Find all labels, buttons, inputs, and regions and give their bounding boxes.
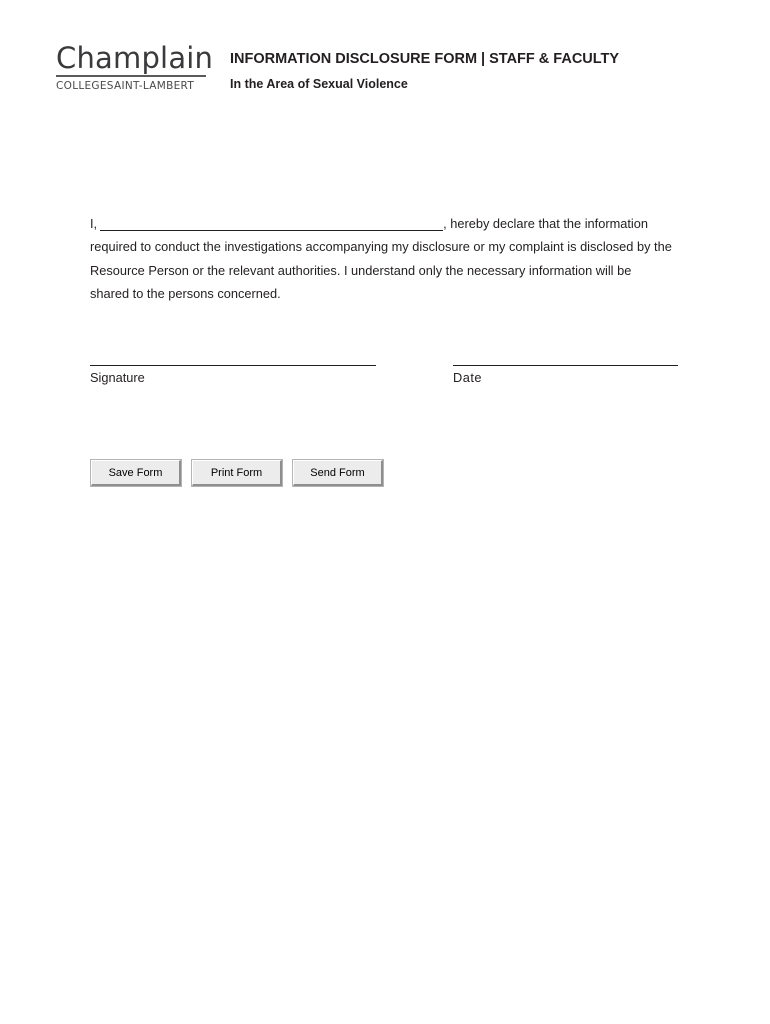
- declaration-paragraph: [90, 212, 730, 305]
- declaration-line-1: [90, 212, 730, 235]
- send-form-button[interactable]: Send Form: [293, 460, 383, 486]
- declaration-prefix: I,: [90, 216, 98, 231]
- save-form-button[interactable]: Save Form: [91, 460, 181, 486]
- form-title: INFORMATION DISCLOSURE FORM | STAFF & FACULTY: [230, 51, 620, 67]
- signature-label: Signature: [90, 370, 145, 385]
- declaration-line-2: required to conduct the investigations accompanying my disclosure or my complaint is disclosed by the: [90, 239, 672, 255]
- declaration-line-1-suffix: , hereby declare that the information: [443, 216, 648, 231]
- date-field[interactable]: [453, 365, 678, 366]
- logo-wordmark: Champlain: [56, 41, 214, 75]
- signature-field[interactable]: [90, 365, 376, 366]
- form-subtitle: In the Area of Sexual Violence: [230, 77, 408, 91]
- college-logo: [56, 41, 214, 92]
- date-label: Date: [453, 370, 483, 385]
- declaration-line-3: Resource Person or the relevant authorities. I understand only the necessary information will be: [90, 262, 632, 278]
- declaration-line-4: shared to the persons concerned.: [90, 285, 281, 301]
- print-form-button[interactable]: Print Form: [192, 460, 282, 486]
- logo-divider: [56, 75, 206, 77]
- name-field[interactable]: [100, 218, 443, 231]
- logo-subtitle: COLLEGESAINT-LAMBERT: [56, 80, 195, 92]
